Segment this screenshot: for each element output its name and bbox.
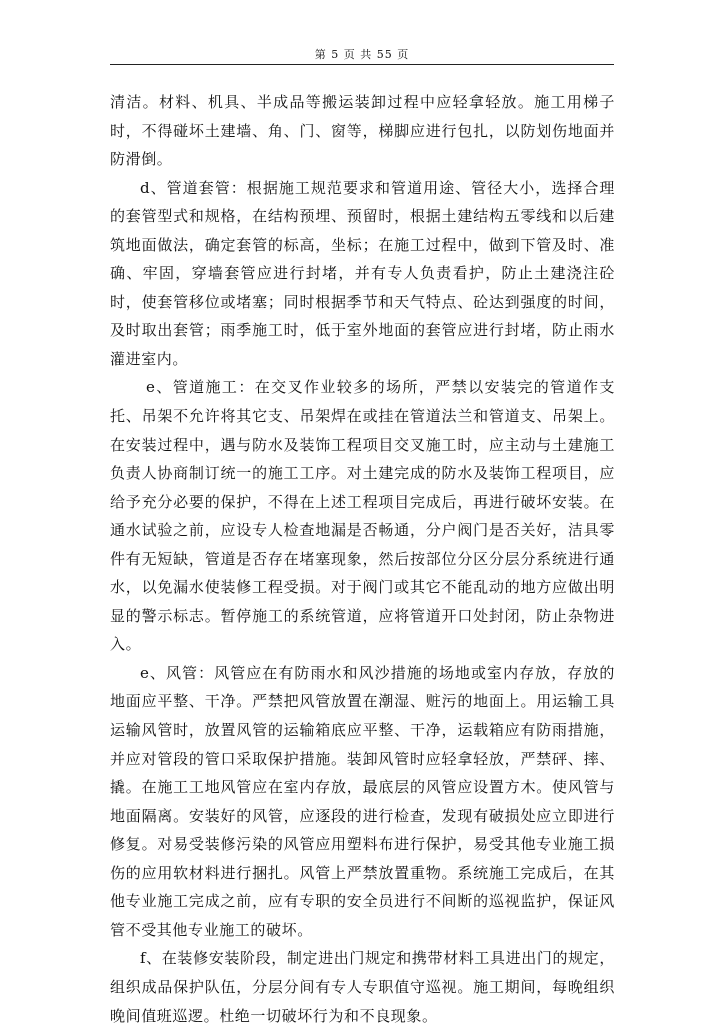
paragraph-pipe-construction: e、管道施工：在交叉作业较多的场所，严禁以安装完的管道作支托、吊架不允许将其它支、吊架焊在或挂在管道法兰和管道支、吊架上。在安装过程中，遇与防水及装饰工程项目交叉施工时，应主动与土建施工负责人协商制订统一的施工工序。对土建完成的防水及装饰工程项目，应给予充分必要的保护，不得在上述工程项目完成后，再进行破坏安装。在通水试验之前，应设专人检查地漏是否畅通，分户阀门是否关好，洁具零件有无短缺，管道是否存在堵塞现象，然后按部位分区分层分系统进行通水，以免漏水使装修工程受损。对于阀门或其它不能乱动的地方应做出明显的警示标志。暂停施工的系统管道，应将管道开口处封闭，防止杂物进入。 [110,378,615,654]
paragraph-air-ducts: e、风管：风管应在有防雨水和风沙措施的场地或室内存放，存放的地面应平整、干净。严禁把风管放置在潮湿、赃污的地面上。用运输工具运输风管时，放置风管的运输箱底应平整、干净，运载箱应有防雨措施，并应对管段的管口采取保护措施。装卸风管时应轻拿轻放，严禁砰、摔、撬。在施工工地风管应在室内存放，最底层的风管应设置方木。使风管与地面隔离。安装好的风管，应逐段的进行检查，发现有破损处应立即进行修复。对易受装修污染的风管应用塑料布进行保护，易受其他专业施工损伤的应用软材料进行捆扎。风管上严禁放置重物。系统施工完成后，在其他专业施工完成之前，应有专职的安全员进行不间断的巡视监护，保证风管不受其他专业施工的破坏。 [110,663,615,939]
paragraph-decoration-stage: f、在装修安装阶段，制定进出门规定和携带材料工具进出门的规定，组织成品保护队伍，分层分间有专人专职值守巡视。施工期间，每晚组织晚间值班巡逻。杜绝一切破坏行为和不良现象。 [110,949,615,1025]
paragraph-pipe-sleeves: d、管道套管：根据施工规范要求和管道用途、管径大小，选择合理的套管型式和规格，在结构预埋、预留时，根据土建结构五零线和以后建筑地面做法，确定套管的标高，坐标；在施工过程中，做到下管及时、准确、牢固，穿墙套管应进行封堵，并有专人负责看护，防止土建浇注砼时，使套管移位或堵塞；同时根据季节和天气特点、砼达到强度的时间，及时取出套管；雨季施工时，低于室外地面的套管应进行封堵，防止雨水灌进室内。 [110,178,615,368]
page-number-header: 第 5 页 共 55 页 [314,48,410,61]
paragraph-cleanliness: 清洁。材料、机具、半成品等搬运装卸过程中应轻拿轻放。施工用梯子时，不得碰坏土建墙、角、门、窗等，梯脚应进行包扎，以防划伤地面并防滑倒。 [110,93,615,169]
header-divider [110,64,614,65]
document-body [110,88,615,1030]
